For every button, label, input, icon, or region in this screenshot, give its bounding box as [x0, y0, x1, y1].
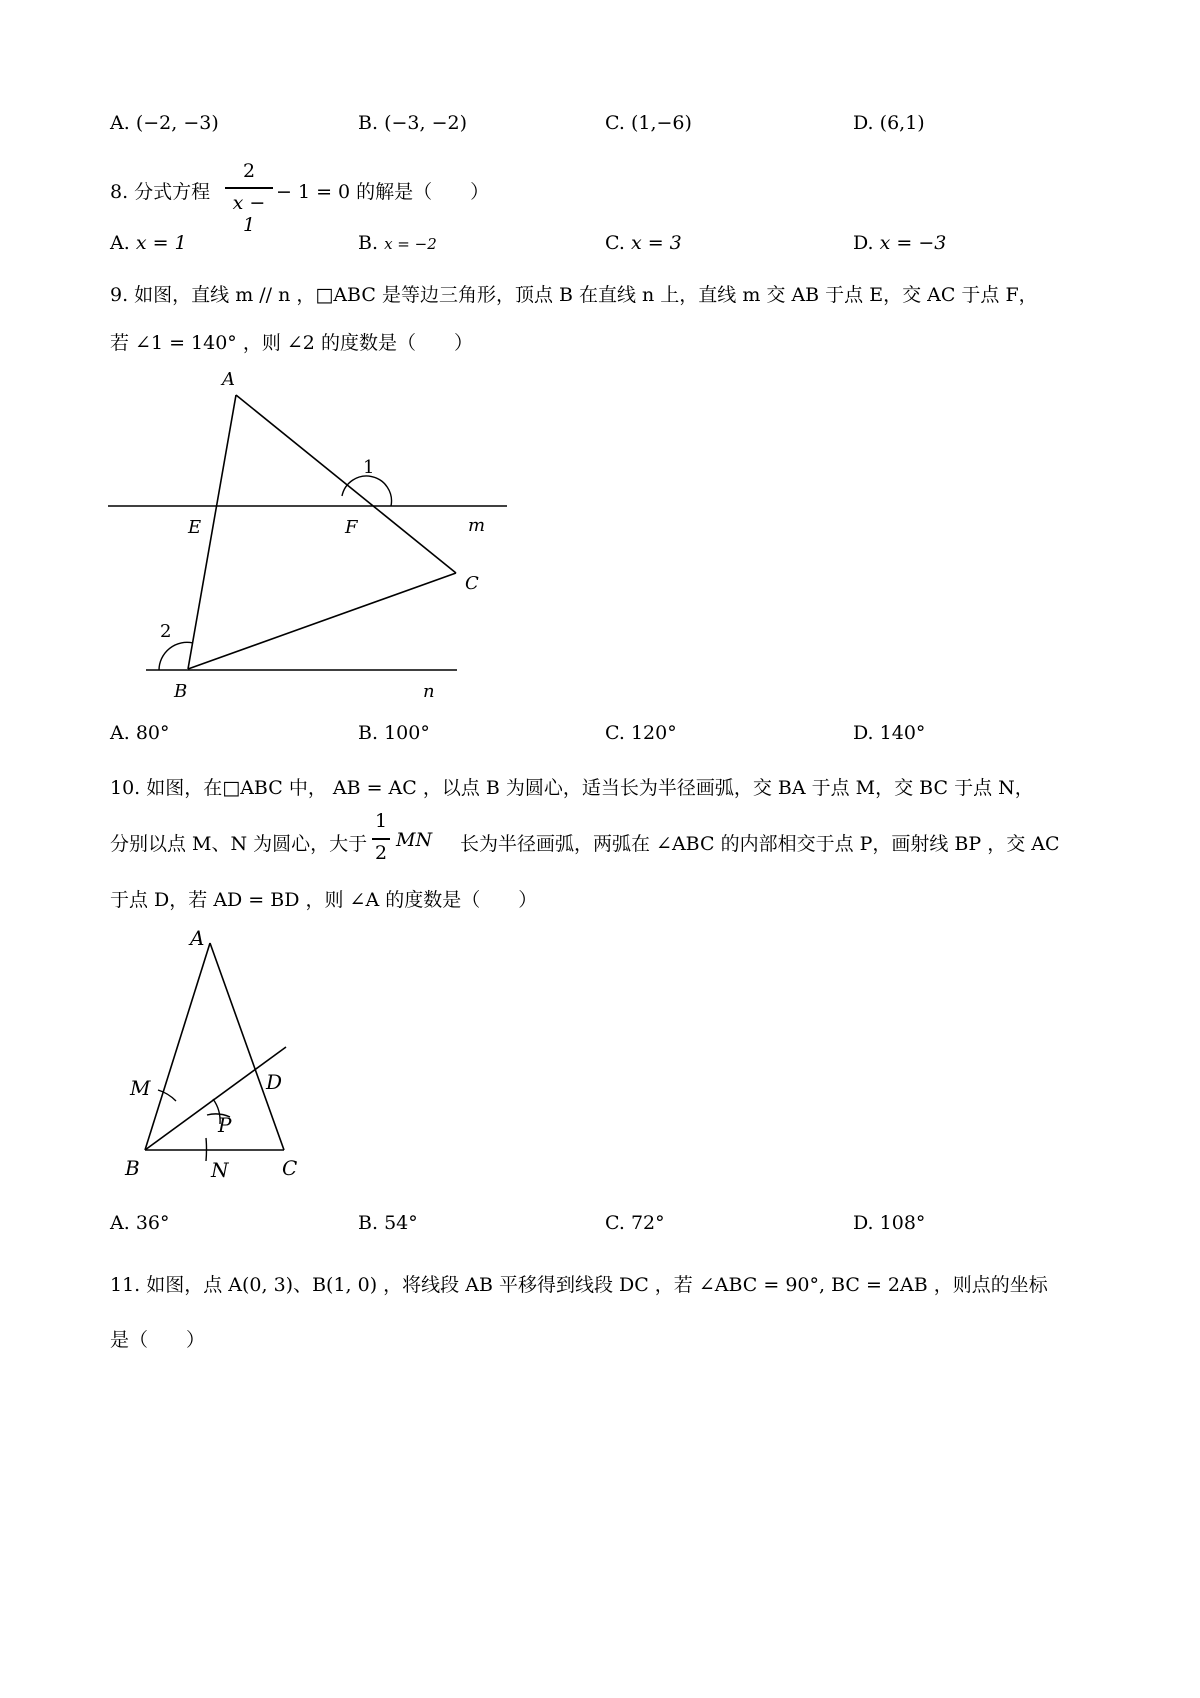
q9-label-b: B	[174, 681, 188, 702]
q8-fraction-numerator: 2	[242, 160, 256, 182]
q10-stem-line1: 10. 如图，在□ABC 中， AB = AC ，以点 B 为圆心，适当长为半径画弧，交 BA 于点 M，交 BC 于点 N，	[110, 777, 1034, 799]
q10-label-b: B	[125, 1156, 140, 1180]
q9-stem-line1: 9. 如图，直线 m // n ，□ABC 是等边三角形，顶点 B 在直线 n 上，直线 m 交 AB 于点 E，交 AC 于点 F，	[110, 284, 1038, 306]
q10-stem-line2-end: 长为半径画弧，两弧在 ∠ABC 的内部相交于点 P，画射线 BP ，交 AC	[460, 833, 1060, 855]
q9-label-f: F	[345, 517, 358, 538]
q10-label-a: A	[190, 926, 205, 950]
q10-stem-line2-start: 分别以点 M、N 为圆心，大于	[110, 833, 368, 855]
q7-option-d[interactable]: D. (6,1)	[853, 112, 925, 134]
q10-label-m: M	[130, 1076, 151, 1100]
q9-label-a: A	[222, 369, 235, 390]
q9-stem-line2: 若 ∠1 = 140° ，则 ∠2 的度数是（ ）	[110, 332, 473, 354]
q9-label-1: 1	[363, 457, 375, 478]
q10-fraction-denominator: 2	[374, 842, 388, 864]
q10-option-c[interactable]: C. 72°	[605, 1212, 665, 1234]
q10-label-d: D	[266, 1070, 283, 1094]
q8-stem-start: 8. 分式方程	[110, 181, 211, 203]
q9-option-b[interactable]: B. 100°	[358, 722, 430, 744]
q9-option-a[interactable]: A. 80°	[110, 722, 170, 744]
q8-option-a[interactable]: A. x = 1	[110, 232, 187, 254]
q10-option-b[interactable]: B. 54°	[358, 1212, 418, 1234]
q7-option-b[interactable]: B. (−3, −2)	[358, 112, 467, 134]
q10-option-d[interactable]: D. 108°	[853, 1212, 926, 1234]
q10-label-c: C	[282, 1156, 298, 1180]
q10-arc-n	[206, 1138, 207, 1161]
q9-segment-bc	[188, 573, 456, 669]
q7-option-c[interactable]: C. (1,−6)	[605, 112, 692, 134]
q10-option-a[interactable]: A. 36°	[110, 1212, 170, 1234]
q8-fraction	[225, 160, 273, 236]
q10-fraction-numerator: 1	[374, 810, 388, 832]
q8-fraction-bar	[225, 187, 273, 189]
q7-option-a[interactable]: A. (−2, −3)	[110, 112, 219, 134]
q11-stem-line2: 是（ ）	[110, 1329, 206, 1351]
q9-option-d[interactable]: D. 140°	[853, 722, 926, 744]
q8-option-c[interactable]: C. x = 3	[605, 232, 682, 254]
q9-option-c[interactable]: C. 120°	[605, 722, 677, 744]
q9-label-n: n	[423, 681, 435, 702]
q11-stem-line1: 11. 如图，点 A(0, 3)、B(1, 0) ，将线段 AB 平移得到线段 DC ，若 ∠ABC = 90°, BC = 2AB ，则点的坐标	[110, 1274, 1048, 1296]
q8-stem-end: − 1 = 0 的解是（ ）	[276, 181, 490, 203]
q8-option-b[interactable]: B. x = −2	[358, 232, 437, 254]
q8-fraction-denominator: x − 1	[232, 192, 266, 236]
q10-label-n: N	[211, 1158, 229, 1182]
q9-label-m: m	[468, 515, 486, 536]
q8-option-d[interactable]: D. x = −3	[853, 232, 947, 254]
q10-fraction	[372, 810, 390, 864]
q10-figure	[110, 925, 310, 1185]
q9-figure	[100, 365, 520, 705]
q10-stem-line3: 于点 D，若 AD = BD ，则 ∠A 的度数是（ ）	[110, 889, 538, 911]
q10-label-p: P	[218, 1113, 232, 1137]
q9-label-c: C	[465, 573, 479, 594]
q9-label-2: 2	[160, 621, 172, 642]
q10-stem-mn: MN	[396, 829, 433, 851]
q9-segment-ac	[236, 395, 456, 573]
q9-label-e: E	[188, 517, 202, 538]
q10-segment-ab	[145, 943, 210, 1150]
q10-fraction-bar	[372, 838, 390, 840]
